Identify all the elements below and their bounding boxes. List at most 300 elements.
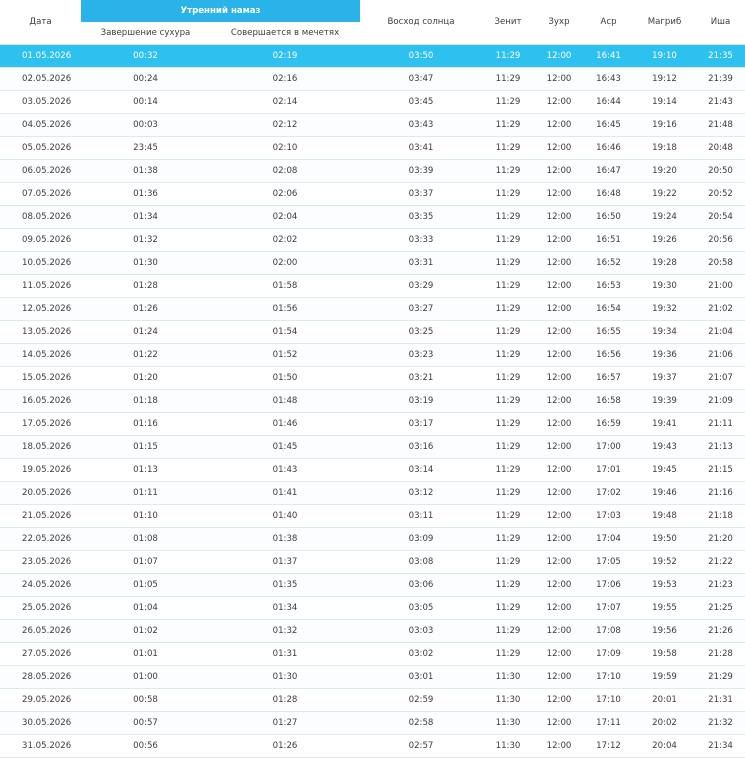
cell-suhur-end: 00:32 [81,45,210,68]
cell-asr: 17:10 [584,666,633,689]
cell-isha: 21:15 [696,459,745,482]
cell-isha: 21:02 [696,298,745,321]
cell-sunrise: 03:37 [360,183,482,206]
table-row [0,344,745,367]
cell-date: 17.05.2026 [0,413,81,436]
cell-isha: 20:56 [696,229,745,252]
cell-isha: 21:04 [696,321,745,344]
cell-maghrib: 19:24 [633,206,696,229]
cell-sunrise: 03:41 [360,137,482,160]
table-row [0,229,745,252]
cell-maghrib: 19:14 [633,91,696,114]
cell-asr: 17:12 [584,735,633,758]
table-row [0,206,745,229]
cell-mosque-time: 01:35 [210,574,360,597]
cell-zenith: 11:30 [482,689,534,712]
table-row [0,643,745,666]
cell-maghrib: 19:45 [633,459,696,482]
cell-zuhr: 12:00 [534,367,584,390]
cell-asr: 16:58 [584,390,633,413]
cell-suhur-end: 01:26 [81,298,210,321]
table-row [0,298,745,321]
cell-date: 22.05.2026 [0,528,81,551]
cell-zuhr: 12:00 [534,413,584,436]
cell-zuhr: 12:00 [534,275,584,298]
cell-zuhr: 12:00 [534,597,584,620]
table-row [0,275,745,298]
cell-zuhr: 12:00 [534,68,584,91]
cell-zuhr: 12:00 [534,482,584,505]
table-row [0,689,745,712]
cell-zenith: 11:29 [482,505,534,528]
cell-zenith: 11:29 [482,551,534,574]
cell-zenith: 11:29 [482,367,534,390]
cell-suhur-end: 01:13 [81,459,210,482]
cell-mosque-time: 01:43 [210,459,360,482]
cell-zuhr: 12:00 [534,620,584,643]
cell-zuhr: 12:00 [534,712,584,735]
header-suhur-end: Завершение сухура [81,22,210,45]
cell-sunrise: 03:31 [360,252,482,275]
cell-zenith: 11:29 [482,275,534,298]
cell-date: 13.05.2026 [0,321,81,344]
cell-zuhr: 12:00 [534,643,584,666]
cell-mosque-time: 01:46 [210,413,360,436]
cell-zenith: 11:29 [482,252,534,275]
cell-date: 28.05.2026 [0,666,81,689]
cell-sunrise: 03:39 [360,160,482,183]
cell-zenith: 11:29 [482,574,534,597]
cell-zenith: 11:29 [482,68,534,91]
cell-zenith: 11:29 [482,597,534,620]
cell-date: 26.05.2026 [0,620,81,643]
cell-sunrise: 03:27 [360,298,482,321]
cell-isha: 21:22 [696,551,745,574]
cell-suhur-end: 23:45 [81,137,210,160]
cell-suhur-end: 01:00 [81,666,210,689]
cell-isha: 21:48 [696,114,745,137]
cell-sunrise: 02:57 [360,735,482,758]
cell-asr: 17:07 [584,597,633,620]
cell-maghrib: 19:10 [633,45,696,68]
cell-zenith: 11:29 [482,436,534,459]
cell-zuhr: 12:00 [534,551,584,574]
cell-asr: 16:54 [584,298,633,321]
table-row [0,505,745,528]
header-asr: Аср [584,0,633,45]
cell-maghrib: 19:43 [633,436,696,459]
cell-zuhr: 12:00 [534,689,584,712]
cell-zenith: 11:29 [482,528,534,551]
table-row [0,252,745,275]
cell-suhur-end: 01:22 [81,344,210,367]
cell-asr: 17:03 [584,505,633,528]
cell-maghrib: 19:22 [633,183,696,206]
cell-zenith: 11:29 [482,160,534,183]
table-row [0,68,745,91]
cell-mosque-time: 01:30 [210,666,360,689]
cell-isha: 21:28 [696,643,745,666]
cell-asr: 17:10 [584,689,633,712]
cell-suhur-end: 00:24 [81,68,210,91]
cell-zenith: 11:29 [482,45,534,68]
cell-zuhr: 12:00 [534,229,584,252]
cell-maghrib: 19:37 [633,367,696,390]
header-isha: Иша [696,0,745,45]
cell-zuhr: 12:00 [534,114,584,137]
cell-zuhr: 12:00 [534,505,584,528]
cell-maghrib: 19:34 [633,321,696,344]
cell-zuhr: 12:00 [534,666,584,689]
cell-date: 01.05.2026 [0,45,81,68]
header-morning-prayer-group: Утренний намаз [81,0,360,22]
cell-maghrib: 19:55 [633,597,696,620]
cell-date: 05.05.2026 [0,137,81,160]
cell-maghrib: 19:36 [633,344,696,367]
cell-isha: 21:31 [696,689,745,712]
cell-zuhr: 12:00 [534,160,584,183]
cell-asr: 16:47 [584,160,633,183]
cell-sunrise: 03:09 [360,528,482,551]
cell-sunrise: 02:58 [360,712,482,735]
cell-suhur-end: 01:10 [81,505,210,528]
cell-isha: 21:20 [696,528,745,551]
cell-date: 08.05.2026 [0,206,81,229]
header-mosque-time: Совершается в мечетях [210,22,360,45]
cell-asr: 17:11 [584,712,633,735]
cell-maghrib: 20:01 [633,689,696,712]
cell-suhur-end: 00:14 [81,91,210,114]
cell-maghrib: 19:58 [633,643,696,666]
cell-zuhr: 12:00 [534,206,584,229]
cell-suhur-end: 01:36 [81,183,210,206]
cell-mosque-time: 01:52 [210,344,360,367]
cell-sunrise: 03:11 [360,505,482,528]
cell-zenith: 11:29 [482,321,534,344]
cell-date: 25.05.2026 [0,597,81,620]
table-footer-spacer [0,758,745,766]
cell-suhur-end: 01:05 [81,574,210,597]
cell-maghrib: 19:53 [633,574,696,597]
cell-isha: 20:50 [696,160,745,183]
cell-isha: 21:39 [696,68,745,91]
cell-suhur-end: 01:20 [81,367,210,390]
cell-date: 16.05.2026 [0,390,81,413]
cell-suhur-end: 01:38 [81,160,210,183]
cell-isha: 21:26 [696,620,745,643]
cell-zenith: 11:29 [482,643,534,666]
cell-asr: 16:50 [584,206,633,229]
cell-date: 11.05.2026 [0,275,81,298]
header-zenith: Зенит [482,0,534,45]
cell-mosque-time: 01:58 [210,275,360,298]
cell-zuhr: 12:00 [534,252,584,275]
cell-date: 15.05.2026 [0,367,81,390]
cell-sunrise: 03:17 [360,413,482,436]
cell-suhur-end: 01:01 [81,643,210,666]
cell-isha: 20:54 [696,206,745,229]
cell-suhur-end: 01:07 [81,551,210,574]
cell-date: 29.05.2026 [0,689,81,712]
cell-mosque-time: 01:26 [210,735,360,758]
cell-asr: 17:08 [584,620,633,643]
cell-sunrise: 03:43 [360,114,482,137]
cell-suhur-end: 01:15 [81,436,210,459]
cell-sunrise: 03:08 [360,551,482,574]
table-row [0,551,745,574]
cell-sunrise: 03:50 [360,45,482,68]
cell-isha: 20:58 [696,252,745,275]
cell-mosque-time: 02:08 [210,160,360,183]
cell-asr: 16:45 [584,114,633,137]
cell-mosque-time: 01:37 [210,551,360,574]
cell-sunrise: 03:47 [360,68,482,91]
table-row [0,436,745,459]
cell-suhur-end: 01:24 [81,321,210,344]
cell-asr: 17:04 [584,528,633,551]
cell-zuhr: 12:00 [534,91,584,114]
cell-maghrib: 19:28 [633,252,696,275]
cell-suhur-end: 01:02 [81,620,210,643]
cell-zenith: 11:29 [482,390,534,413]
cell-suhur-end: 00:58 [81,689,210,712]
cell-asr: 17:02 [584,482,633,505]
cell-date: 12.05.2026 [0,298,81,321]
cell-zenith: 11:29 [482,137,534,160]
cell-zenith: 11:30 [482,735,534,758]
cell-maghrib: 20:04 [633,735,696,758]
cell-zuhr: 12:00 [534,344,584,367]
cell-mosque-time: 01:32 [210,620,360,643]
cell-asr: 16:46 [584,137,633,160]
cell-isha: 21:32 [696,712,745,735]
cell-suhur-end: 00:03 [81,114,210,137]
cell-date: 31.05.2026 [0,735,81,758]
cell-date: 21.05.2026 [0,505,81,528]
cell-date: 02.05.2026 [0,68,81,91]
cell-date: 18.05.2026 [0,436,81,459]
cell-asr: 17:06 [584,574,633,597]
cell-isha: 21:29 [696,666,745,689]
cell-suhur-end: 01:34 [81,206,210,229]
cell-isha: 21:13 [696,436,745,459]
cell-zenith: 11:29 [482,206,534,229]
cell-sunrise: 03:29 [360,275,482,298]
cell-asr: 16:43 [584,68,633,91]
cell-mosque-time: 02:19 [210,45,360,68]
cell-date: 09.05.2026 [0,229,81,252]
cell-date: 14.05.2026 [0,344,81,367]
cell-sunrise: 03:05 [360,597,482,620]
table-row [0,712,745,735]
cell-zenith: 11:29 [482,459,534,482]
cell-mosque-time: 02:14 [210,91,360,114]
cell-maghrib: 19:59 [633,666,696,689]
cell-isha: 21:16 [696,482,745,505]
cell-sunrise: 03:16 [360,436,482,459]
cell-mosque-time: 01:27 [210,712,360,735]
cell-mosque-time: 01:40 [210,505,360,528]
cell-zuhr: 12:00 [534,137,584,160]
cell-zenith: 11:30 [482,712,534,735]
cell-sunrise: 03:25 [360,321,482,344]
cell-mosque-time: 01:54 [210,321,360,344]
cell-maghrib: 19:32 [633,298,696,321]
cell-isha: 20:48 [696,137,745,160]
cell-mosque-time: 01:48 [210,390,360,413]
cell-isha: 21:43 [696,91,745,114]
cell-suhur-end: 01:32 [81,229,210,252]
cell-mosque-time: 01:38 [210,528,360,551]
cell-zenith: 11:29 [482,229,534,252]
cell-isha: 20:52 [696,183,745,206]
cell-asr: 16:44 [584,91,633,114]
cell-mosque-time: 01:45 [210,436,360,459]
cell-asr: 16:59 [584,413,633,436]
cell-sunrise: 02:59 [360,689,482,712]
cell-zuhr: 12:00 [534,528,584,551]
cell-suhur-end: 01:11 [81,482,210,505]
cell-suhur-end: 00:57 [81,712,210,735]
cell-asr: 16:52 [584,252,633,275]
cell-zenith: 11:29 [482,298,534,321]
cell-isha: 21:25 [696,597,745,620]
cell-sunrise: 03:06 [360,574,482,597]
cell-date: 03.05.2026 [0,91,81,114]
cell-asr: 16:55 [584,321,633,344]
cell-sunrise: 03:14 [360,459,482,482]
cell-isha: 21:00 [696,275,745,298]
cell-maghrib: 19:52 [633,551,696,574]
cell-isha: 21:06 [696,344,745,367]
table-row [0,91,745,114]
cell-zenith: 11:29 [482,413,534,436]
cell-mosque-time: 02:10 [210,137,360,160]
cell-mosque-time: 01:41 [210,482,360,505]
cell-sunrise: 03:01 [360,666,482,689]
cell-sunrise: 03:03 [360,620,482,643]
cell-date: 30.05.2026 [0,712,81,735]
cell-suhur-end: 01:04 [81,597,210,620]
cell-isha: 21:07 [696,367,745,390]
cell-zuhr: 12:00 [534,735,584,758]
cell-mosque-time: 01:31 [210,643,360,666]
cell-suhur-end: 01:08 [81,528,210,551]
cell-suhur-end: 01:16 [81,413,210,436]
cell-maghrib: 19:20 [633,160,696,183]
cell-sunrise: 03:45 [360,91,482,114]
table-body [0,45,745,758]
table-row [0,114,745,137]
table-row [0,137,745,160]
cell-isha: 21:18 [696,505,745,528]
cell-sunrise: 03:19 [360,390,482,413]
cell-suhur-end: 01:18 [81,390,210,413]
cell-zuhr: 12:00 [534,45,584,68]
cell-date: 27.05.2026 [0,643,81,666]
cell-date: 04.05.2026 [0,114,81,137]
cell-zenith: 11:29 [482,482,534,505]
cell-sunrise: 03:35 [360,206,482,229]
cell-suhur-end: 01:30 [81,252,210,275]
cell-zenith: 11:29 [482,91,534,114]
cell-mosque-time: 01:56 [210,298,360,321]
cell-sunrise: 03:12 [360,482,482,505]
cell-maghrib: 19:18 [633,137,696,160]
cell-zuhr: 12:00 [534,321,584,344]
cell-maghrib: 19:39 [633,390,696,413]
header-zuhr: Зухр [534,0,584,45]
cell-date: 20.05.2026 [0,482,81,505]
cell-mosque-time: 02:04 [210,206,360,229]
header-date: Дата [0,0,81,45]
table-row [0,597,745,620]
cell-date: 06.05.2026 [0,160,81,183]
cell-zuhr: 12:00 [534,390,584,413]
table-row [0,574,745,597]
cell-date: 07.05.2026 [0,183,81,206]
cell-asr: 16:57 [584,367,633,390]
table-row [0,528,745,551]
table-row [0,413,745,436]
cell-isha: 21:23 [696,574,745,597]
cell-suhur-end: 01:28 [81,275,210,298]
cell-isha: 21:09 [696,390,745,413]
table-row [0,620,745,643]
cell-date: 23.05.2026 [0,551,81,574]
cell-suhur-end: 00:56 [81,735,210,758]
cell-mosque-time: 02:06 [210,183,360,206]
cell-asr: 16:53 [584,275,633,298]
cell-asr: 17:09 [584,643,633,666]
table-row [0,45,745,68]
cell-zuhr: 12:00 [534,459,584,482]
cell-zenith: 11:29 [482,183,534,206]
cell-maghrib: 19:50 [633,528,696,551]
cell-maghrib: 19:12 [633,68,696,91]
cell-isha: 21:35 [696,45,745,68]
table-row [0,666,745,689]
header-maghrib: Магриб [633,0,696,45]
table-row [0,482,745,505]
cell-maghrib: 19:46 [633,482,696,505]
cell-zuhr: 12:00 [534,436,584,459]
table-row [0,459,745,482]
cell-mosque-time: 02:12 [210,114,360,137]
cell-maghrib: 19:56 [633,620,696,643]
cell-asr: 17:05 [584,551,633,574]
cell-zuhr: 12:00 [534,183,584,206]
table-row [0,735,745,758]
cell-sunrise: 03:23 [360,344,482,367]
cell-maghrib: 19:48 [633,505,696,528]
table-row [0,390,745,413]
cell-mosque-time: 02:16 [210,68,360,91]
cell-zenith: 11:30 [482,666,534,689]
cell-asr: 16:56 [584,344,633,367]
cell-zuhr: 12:00 [534,574,584,597]
cell-sunrise: 03:02 [360,643,482,666]
cell-date: 10.05.2026 [0,252,81,275]
cell-isha: 21:11 [696,413,745,436]
cell-maghrib: 19:16 [633,114,696,137]
cell-asr: 17:00 [584,436,633,459]
cell-asr: 16:51 [584,229,633,252]
cell-mosque-time: 01:34 [210,597,360,620]
cell-date: 24.05.2026 [0,574,81,597]
cell-isha: 21:34 [696,735,745,758]
table-row [0,160,745,183]
